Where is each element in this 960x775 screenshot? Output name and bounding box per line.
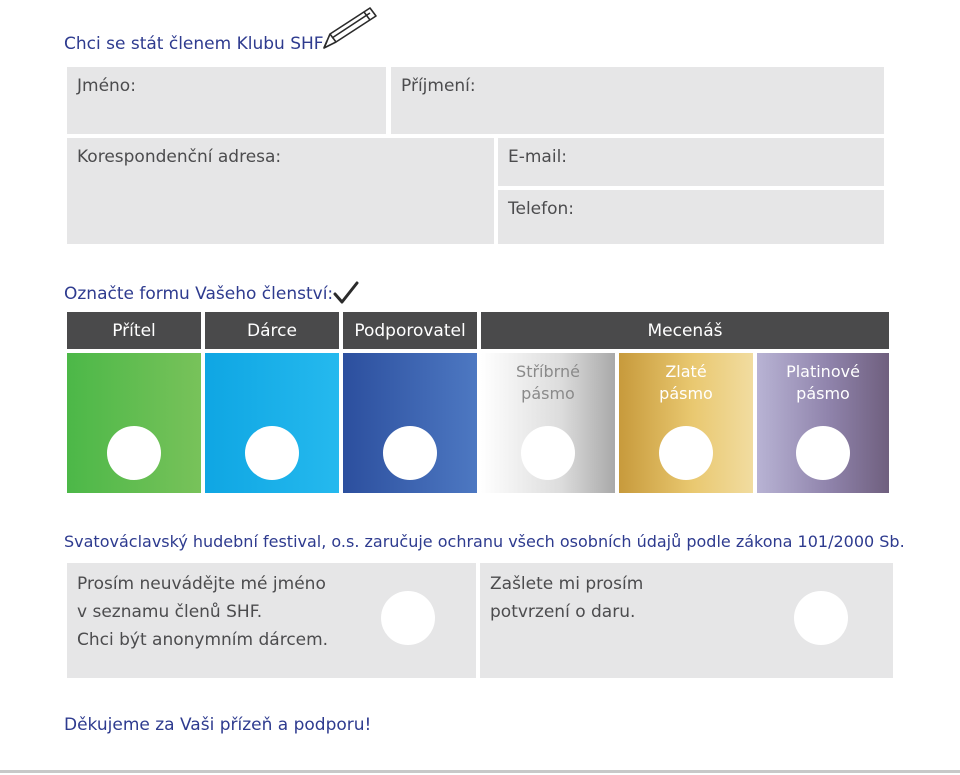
privacy-notice: Svatováclavský hudební festival, o.s. zaručuje ochranu všech osobních údajů podle zákona 101/2000 Sb. xyxy=(64,532,905,551)
radio-circle-anonymous[interactable] xyxy=(381,591,435,645)
address-label: Korespondenční adresa: xyxy=(77,147,282,167)
option-darce[interactable] xyxy=(205,353,339,493)
form-title: Chci se stát členem Klubu SHF xyxy=(64,34,324,54)
thanks-text: Děkujeme za Vaši přízeň a podporu! xyxy=(64,715,372,735)
pencil-icon xyxy=(316,4,380,56)
last-name-label: Příjmení: xyxy=(401,76,476,96)
phone-field[interactable] xyxy=(498,190,884,244)
radio-circle-stribrne[interactable] xyxy=(521,426,575,480)
phone-label: Telefon: xyxy=(508,199,575,219)
radio-circle-zlate[interactable] xyxy=(659,426,713,480)
radio-circle-darce[interactable] xyxy=(245,426,299,480)
last-name-field[interactable] xyxy=(391,67,884,134)
radio-circle-pritel[interactable] xyxy=(107,426,161,480)
category-header-podporovatel: Podporovatel xyxy=(343,312,477,349)
option-stribrne-pasmo[interactable] xyxy=(481,353,615,493)
option-podporovatel[interactable] xyxy=(343,353,477,493)
first-name-label: Jméno: xyxy=(77,76,136,96)
radio-circle-confirmation[interactable] xyxy=(794,591,848,645)
category-header-pritel: Přítel xyxy=(67,312,201,349)
email-label: E-mail: xyxy=(508,147,568,167)
membership-prompt: Označte formu Vašeho členství: xyxy=(64,284,334,304)
band-label-zlate: Zlaté pásmo xyxy=(659,362,713,403)
first-name-field[interactable] xyxy=(67,67,386,134)
band-label-platinove: Platinové pásmo xyxy=(786,362,860,403)
address-field[interactable] xyxy=(67,138,494,244)
option-pritel[interactable] xyxy=(67,353,201,493)
email-field[interactable] xyxy=(498,138,884,186)
confirmation-text: Zašlete mi prosím potvrzení o daru. xyxy=(490,574,644,622)
option-platinove-pasmo[interactable] xyxy=(757,353,889,493)
radio-circle-podporovatel[interactable] xyxy=(383,426,437,480)
category-header-darce: Dárce xyxy=(205,312,339,349)
category-header-mecenas: Mecenáš xyxy=(481,312,889,349)
option-zlate-pasmo[interactable] xyxy=(619,353,753,493)
band-label-stribrne: Stříbrné pásmo xyxy=(516,362,580,403)
anonymous-text: Prosím neuvádějte mé jméno v seznamu členů SHF. Chci být anonymním dárcem. xyxy=(77,574,329,650)
option-anonymous[interactable] xyxy=(67,563,476,678)
radio-circle-platinove[interactable] xyxy=(796,426,850,480)
checkmark-icon xyxy=(333,280,359,306)
bottom-divider xyxy=(0,770,960,773)
option-confirmation[interactable] xyxy=(480,563,893,678)
